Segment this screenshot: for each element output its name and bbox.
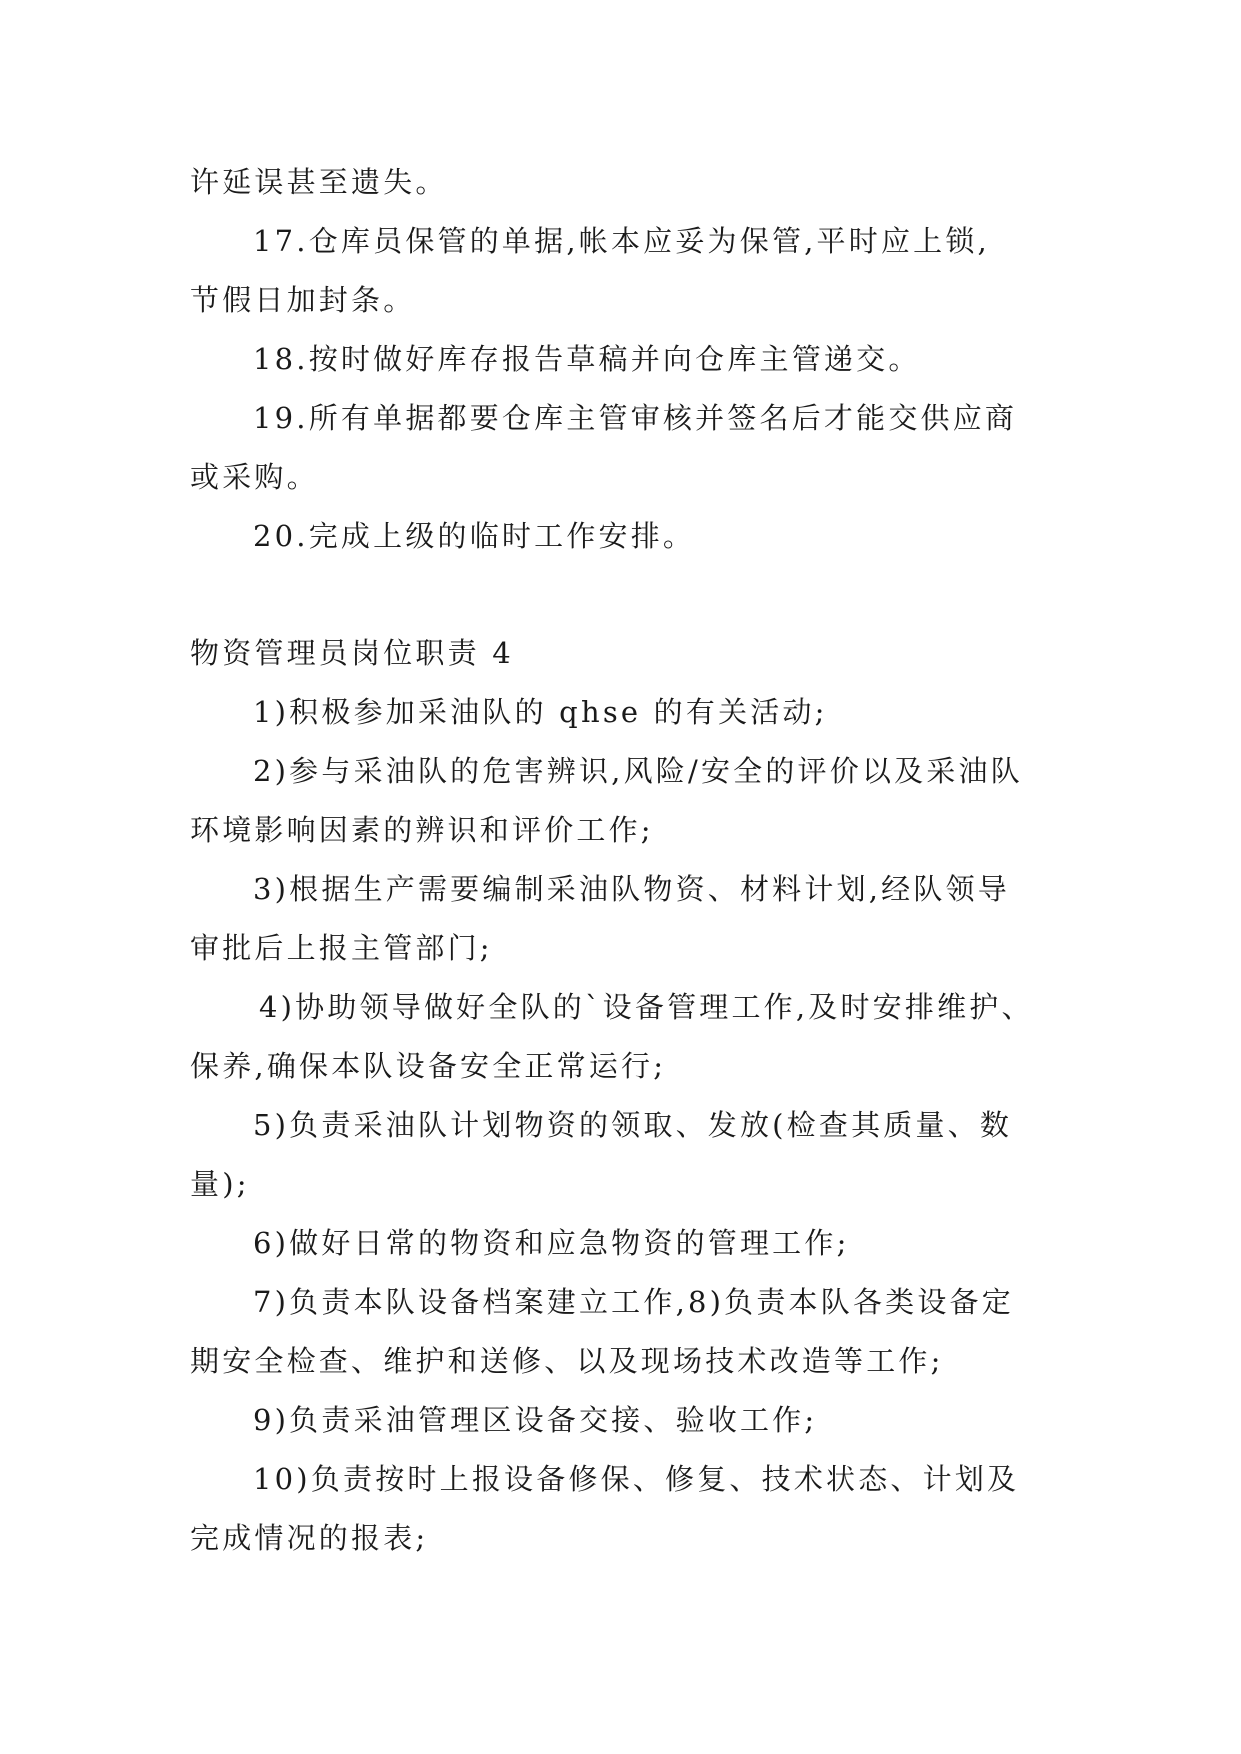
list-item-1: 1)积极参加采油队的 qhse 的有关活动; xyxy=(253,695,828,729)
text-line: 或采购。 xyxy=(190,460,319,494)
section-heading: 物资管理员岗位职责 4 xyxy=(190,636,514,670)
text-line: 环境影响因素的辨识和评价工作; xyxy=(190,813,654,847)
list-item-19: 19.所有单据都要仓库主管审核并签名后才能交供应商 xyxy=(253,401,1018,435)
text-line: 量); xyxy=(190,1167,250,1201)
text-line: 完成情况的报表; xyxy=(190,1521,429,1555)
text-line: 许延误甚至遗失。 xyxy=(190,165,448,199)
list-item-17: 17.仓库员保管的单据,帐本应妥为保管,平时应上锁, xyxy=(253,224,990,258)
list-item-4: 4)协助领导做好全队的`设备管理工作,及时安排维护、 xyxy=(259,990,1034,1024)
list-item-7: 7)负责本队设备档案建立工作,8)负责本队各类设备定 xyxy=(253,1285,1014,1319)
text-line: 审批后上报主管部门; xyxy=(190,931,493,965)
text-line: 期安全检查、维护和送修、以及现场技术改造等工作; xyxy=(190,1344,944,1378)
text-line: 节假日加封条。 xyxy=(190,283,416,317)
list-item-6: 6)做好日常的物资和应急物资的管理工作; xyxy=(253,1226,850,1260)
list-item-9: 9)负责采油管理区设备交接、验收工作; xyxy=(253,1403,818,1437)
list-item-2: 2)参与采油队的危害辨识,风险/安全的评价以及采油队 xyxy=(253,754,1023,788)
list-item-20: 20.完成上级的临时工作安排。 xyxy=(253,519,696,553)
list-item-3: 3)根据生产需要编制采油队物资、材料计划,经队领导 xyxy=(253,872,1010,906)
list-item-10: 10)负责按时上报设备修保、修复、技术状态、计划及 xyxy=(253,1462,1020,1496)
list-item-18: 18.按时做好库存报告草稿并向仓库主管递交。 xyxy=(253,342,921,376)
list-item-5: 5)负责采油队计划物资的领取、发放(检查其质量、数 xyxy=(253,1108,1013,1142)
text-line: 保养,确保本队设备安全正常运行; xyxy=(190,1049,667,1083)
